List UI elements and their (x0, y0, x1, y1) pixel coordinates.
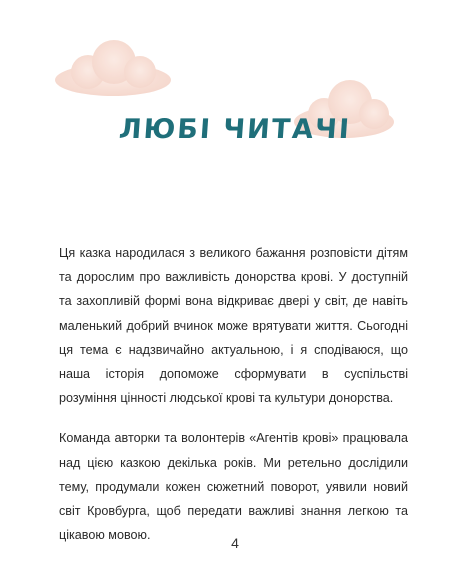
body-text (59, 241, 408, 563)
paragraph-1: Ця казка народилася з великого бажання розповісти дітям та дорослим про важливість донорства крові. У доступній та захопливій формі вона відкриває двері у світ, де навіть маленький добрий вчинок може врятувати життя. Сьогодні ця тема є надзвичайно актуальною, і я сподіваюся, що наша історія допоможе сформувати в суспільстві розуміння цінності людської крові та культури донорства. (59, 246, 408, 406)
page-heading: ЛЮБІ ЧИТАЧІ (118, 114, 352, 145)
page-number: 4 (231, 535, 239, 551)
cloud-left-icon (48, 38, 178, 100)
paragraph-2: Команда авторки та волонтерів «Агентів крові» працювала над цією казкою декілька років. Ми ретельно дослідили тему, продумали кожен сюжетний поворот, уявили новий світ Кровбурга, щоб передати важливі знання легкою та цікавою мовою. (59, 431, 408, 543)
